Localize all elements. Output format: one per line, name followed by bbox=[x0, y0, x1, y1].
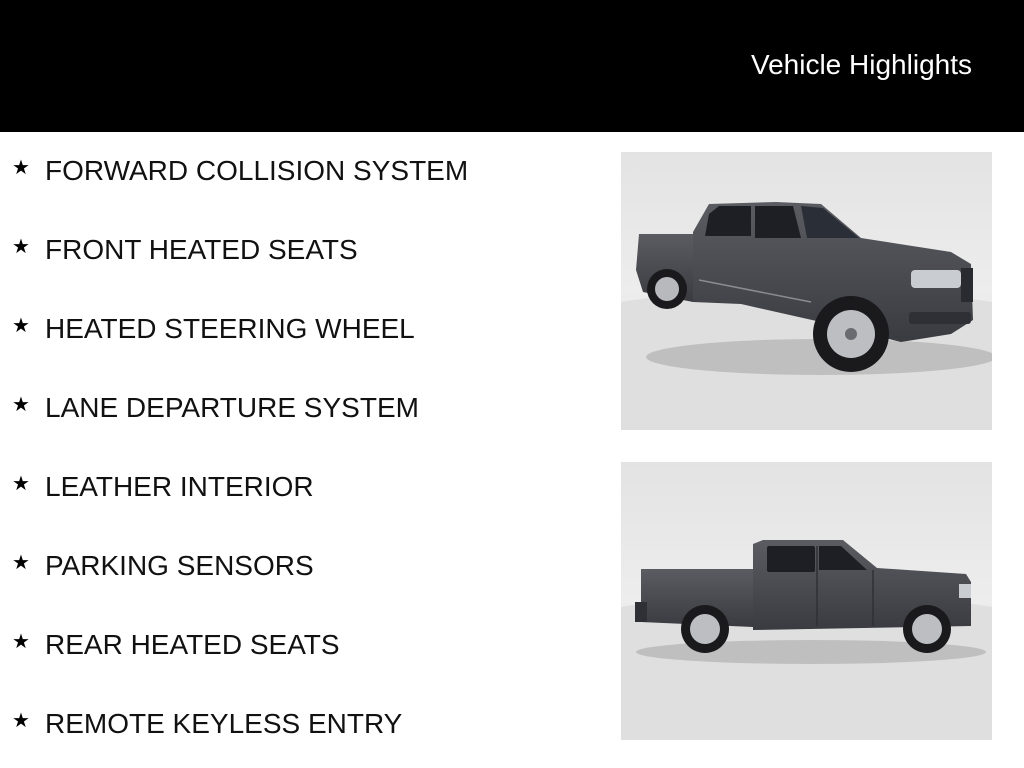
feature-label: PARKING SENSORS bbox=[45, 550, 314, 581]
star-icon: ★ bbox=[12, 471, 30, 495]
feature-label: LEATHER INTERIOR bbox=[45, 471, 314, 502]
feature-label: REMOTE KEYLESS ENTRY bbox=[45, 708, 403, 739]
feature-label: FORWARD COLLISION SYSTEM bbox=[45, 155, 469, 186]
feature-item bbox=[12, 468, 602, 547]
feature-label: REAR HEATED SEATS bbox=[45, 629, 340, 660]
star-icon: ★ bbox=[12, 234, 30, 258]
feature-label: LANE DEPARTURE SYSTEM bbox=[45, 392, 419, 423]
feature-item bbox=[12, 626, 602, 705]
vehicle-photo-front bbox=[621, 152, 992, 430]
pickup-truck-side-image bbox=[621, 462, 992, 740]
feature-item bbox=[12, 231, 602, 310]
header-bar bbox=[0, 0, 1024, 132]
vehicle-photo-side bbox=[621, 462, 992, 740]
feature-list bbox=[12, 152, 602, 768]
feature-label: HEATED STEERING WHEEL bbox=[45, 313, 415, 344]
star-icon: ★ bbox=[12, 550, 30, 574]
feature-item bbox=[12, 705, 602, 768]
feature-label: FRONT HEATED SEATS bbox=[45, 234, 358, 265]
page-title: Vehicle Highlights bbox=[750, 49, 972, 80]
feature-item bbox=[12, 547, 602, 626]
feature-item bbox=[12, 389, 602, 468]
star-icon: ★ bbox=[12, 629, 30, 653]
star-icon: ★ bbox=[12, 155, 30, 179]
feature-item bbox=[12, 310, 602, 389]
pickup-truck-front-image bbox=[621, 152, 992, 430]
star-icon: ★ bbox=[12, 392, 30, 416]
star-icon: ★ bbox=[12, 313, 30, 337]
star-icon: ★ bbox=[12, 708, 30, 732]
feature-item bbox=[12, 152, 602, 231]
